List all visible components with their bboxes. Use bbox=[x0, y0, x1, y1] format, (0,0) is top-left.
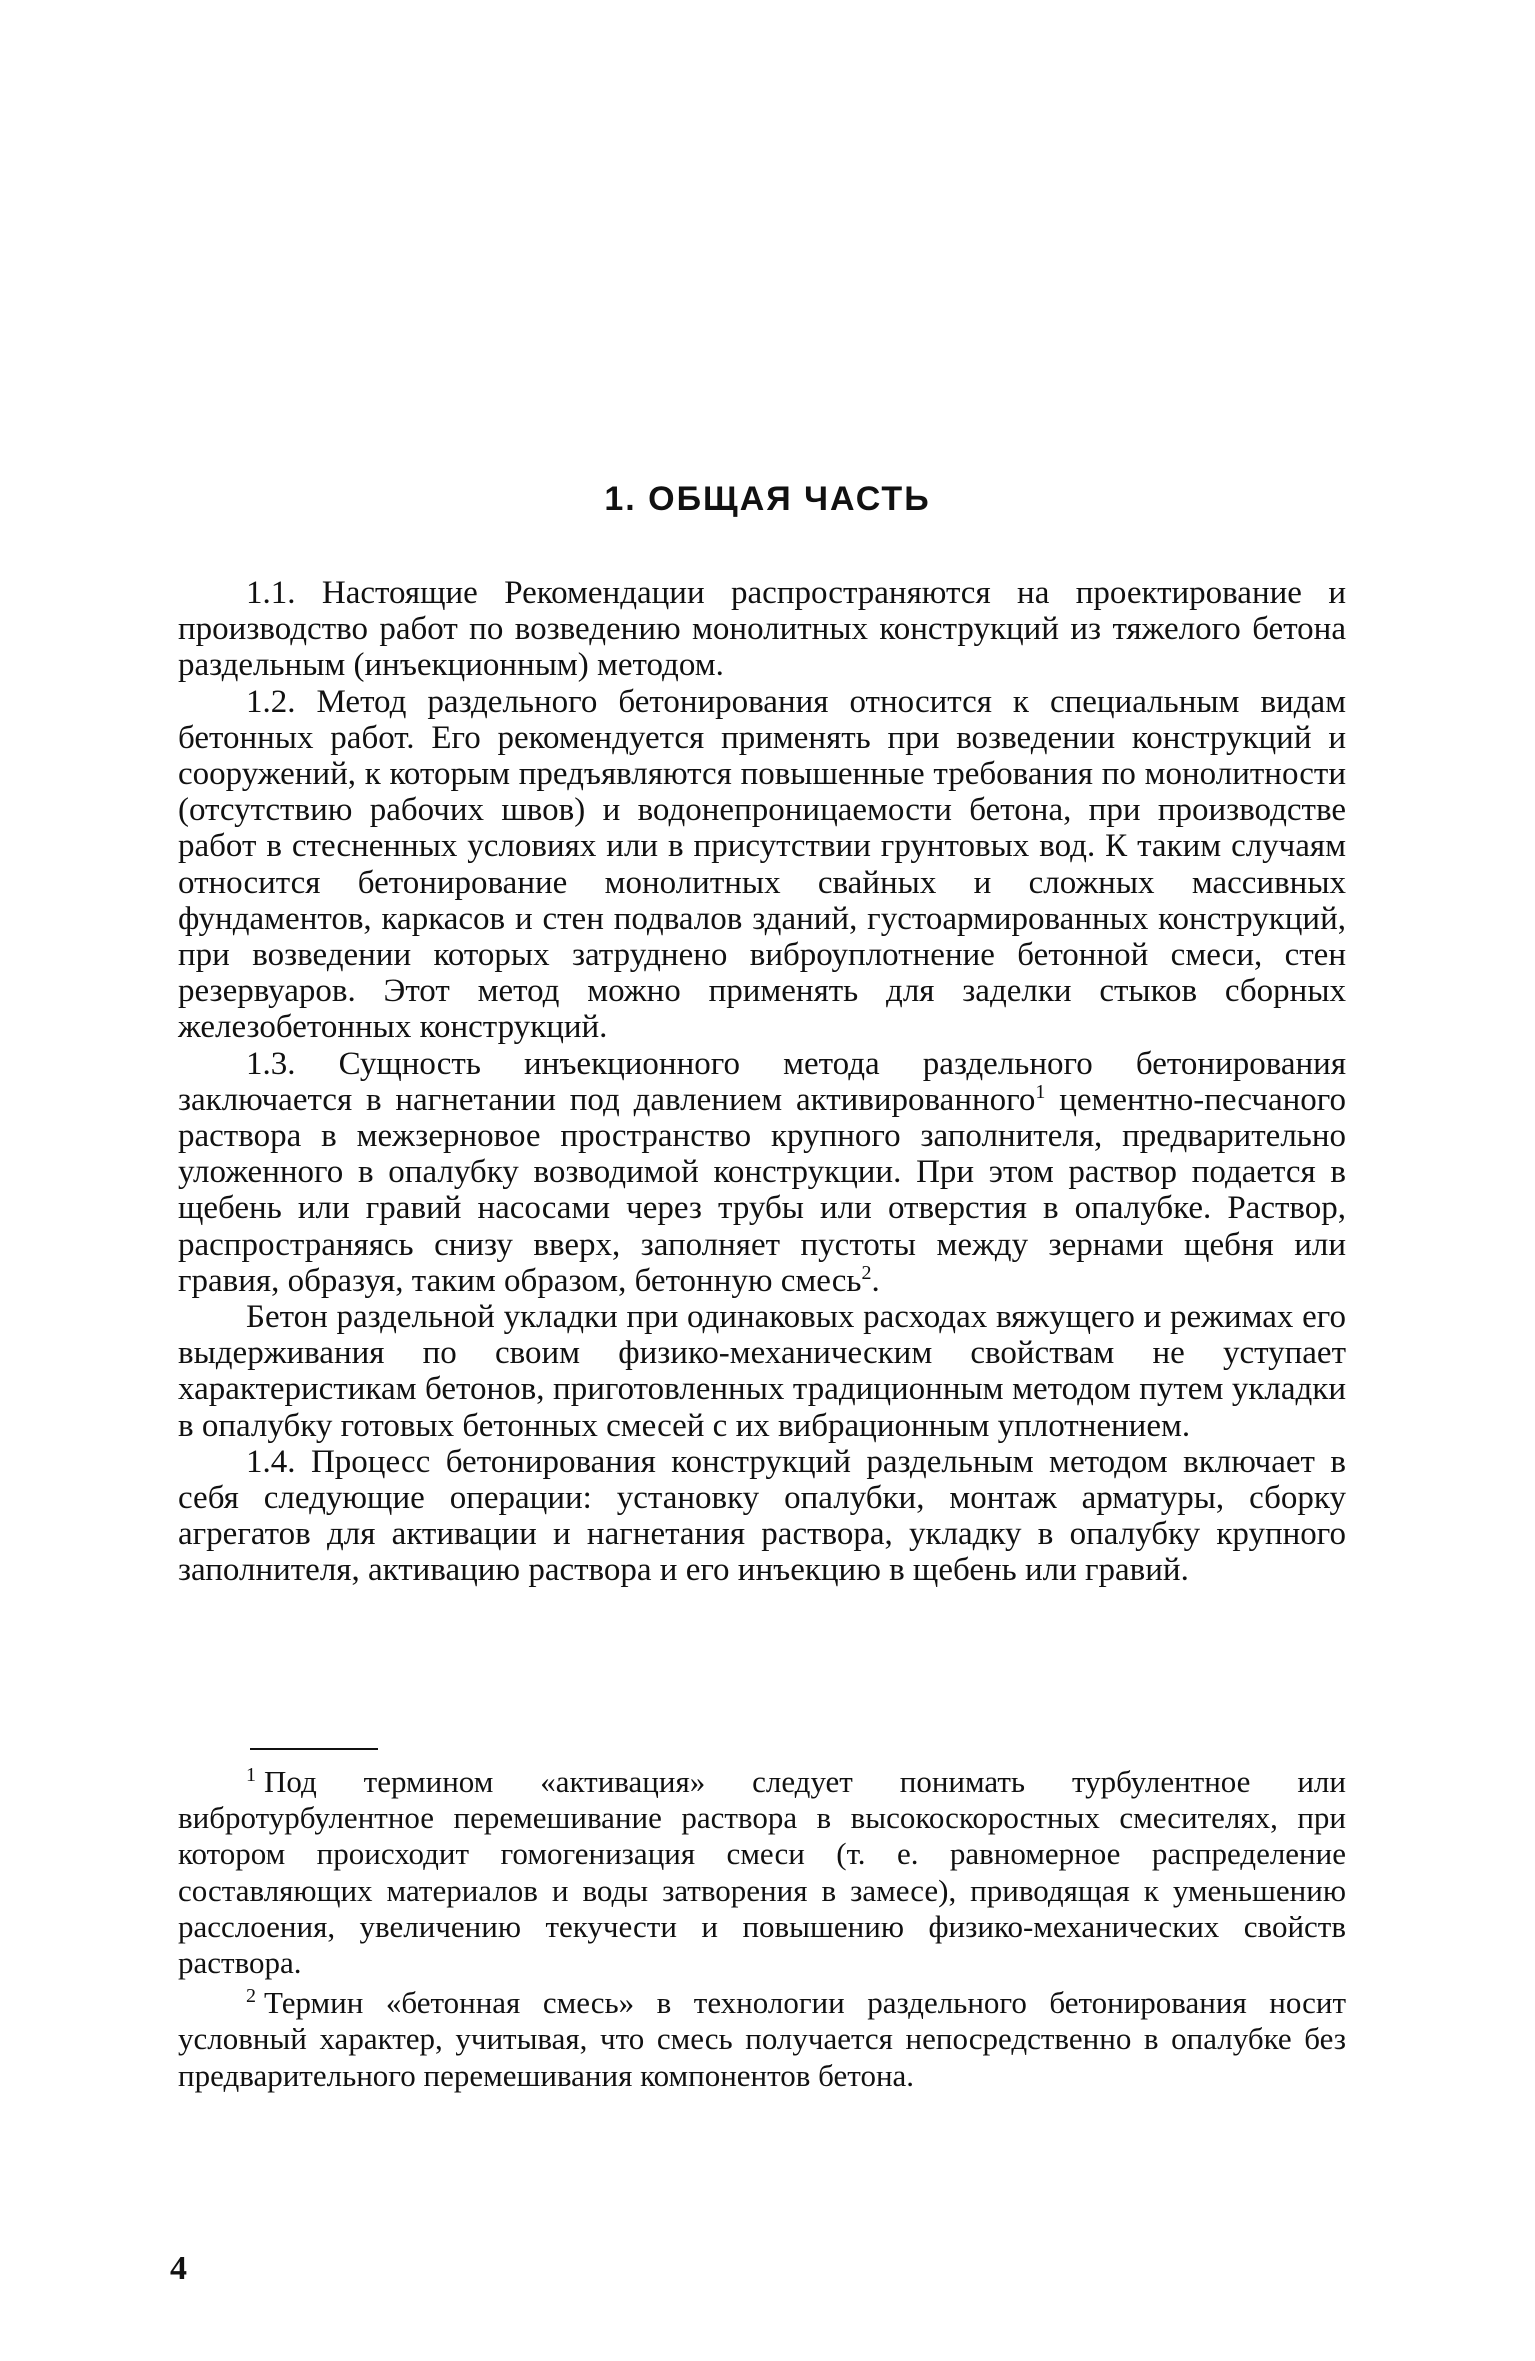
footnote-text: Под термином «активация» следует понимать турбулентное или вибротурбулентное перемешивание раствора в высокоскоростных смесителях, при котором происходит гомогенизация смеси (т. е. равномерное распределение составляющих материалов и воды затворения в замесе), приводящая к уменьшению расслоения, увеличению текучести и повышению физико-механических свойств раствора. bbox=[178, 1764, 1346, 1981]
main-text bbox=[178, 575, 1346, 1589]
paragraph-text: Процесс бетонирования конструкций раздельным методом включает в себя следующие операции: установку опалубки, монтаж арматуры, сборку агрегатов для активации и нагнетания раствора, укладку в опалубку крупного заполнителя, активацию раствора и его инъекцию в щебень или гравий. bbox=[178, 1443, 1346, 1589]
paragraph-1-1 bbox=[178, 575, 1346, 684]
paragraph-number: 1.2. bbox=[246, 683, 296, 720]
paragraph-number: 1.4. bbox=[246, 1443, 296, 1480]
footnote-reference-2[interactable]: 2 bbox=[861, 1261, 872, 1284]
paragraph-1-4 bbox=[178, 1444, 1346, 1589]
paragraph-1-3 bbox=[178, 1046, 1346, 1299]
paragraph-number: 1.3. bbox=[246, 1045, 296, 1082]
footnote-divider bbox=[250, 1748, 378, 1750]
paragraph-text: . bbox=[871, 1262, 880, 1299]
footnote-mark: 2 bbox=[246, 1984, 256, 2007]
paragraph-text: Настоящие Рекомендации распространяются на проектирование и производство работ по возведению монолитных конструкций из тяжелого бетона раздельным (инъекционным) методом. bbox=[178, 575, 1346, 684]
paragraph-number: 1.1. bbox=[246, 575, 296, 611]
footnote-1 bbox=[178, 1764, 1346, 1981]
footnote-2 bbox=[178, 1985, 1346, 2094]
paragraph-text: Бетон раздельной укладки при одинаковых расходах вяжущего и режимах его выдерживания по своим физико-механическим свойствам не уступает характеристикам бетонов, приготовленных традиционным методом путем укладки в опалубку готовых бетонных смесей с их вибрационным уплотнением. bbox=[178, 1299, 1346, 1444]
footnote-text: Термин «бетонная смесь» в технологии раздельного бетонирования носит условный характер, учитывая, что смесь получается непосредственно в опалубке без предварительного перемешивания компонентов бетона. bbox=[178, 1985, 1346, 2093]
footnotes bbox=[178, 1764, 1346, 2094]
footnote-reference-1[interactable]: 1 bbox=[1035, 1080, 1046, 1103]
page-number: 4 bbox=[170, 2250, 187, 2287]
paragraph-concrete-properties bbox=[178, 1299, 1346, 1444]
section-heading: 1. ОБЩАЯ ЧАСТЬ bbox=[604, 480, 931, 518]
paragraph-text: цементно-песчаного раствора в межзерновое пространство крупного заполнителя, предварительно уложенного в опалубку возводимой конструкции. При этом раствор подается в щебень или гравий насосами через трубы или отверстия в опалубке. Раствор, распространяясь снизу вверх, заполняет пустоты между зернами щебня или гравия, образуя, таким образом, бетонную смесь bbox=[178, 1081, 1346, 1299]
paragraph-text: Сущность инъекционного метода раздельного бетонирования заключается в нагнетании под давлением активированного bbox=[178, 1045, 1346, 1118]
paragraph-1-2 bbox=[178, 684, 1346, 1046]
footnote-mark: 1 bbox=[246, 1763, 256, 1786]
paragraph-text: Метод раздельного бетонирования относится к специальным видам бетонных работ. Его рекомендуется применять при возведении конструкций и сооружений, к которым предъявляются повышенные требования по монолитности (отсутствию рабочих швов) и водонепроницаемости бетона, при производстве работ в стесненных условиях или в присутствии грунтовых вод. К таким случаям относится бетонирование монолитных свайных и сложных массивных фундаментов, каркасов и стен подвалов зданий, густоармированных конструкций, при возведении которых затруднено виброуплотнение бетонной смеси, стен резервуаров. Этот метод можно применять для заделки стыков сборных железобетонных конструкций. bbox=[178, 683, 1346, 1046]
